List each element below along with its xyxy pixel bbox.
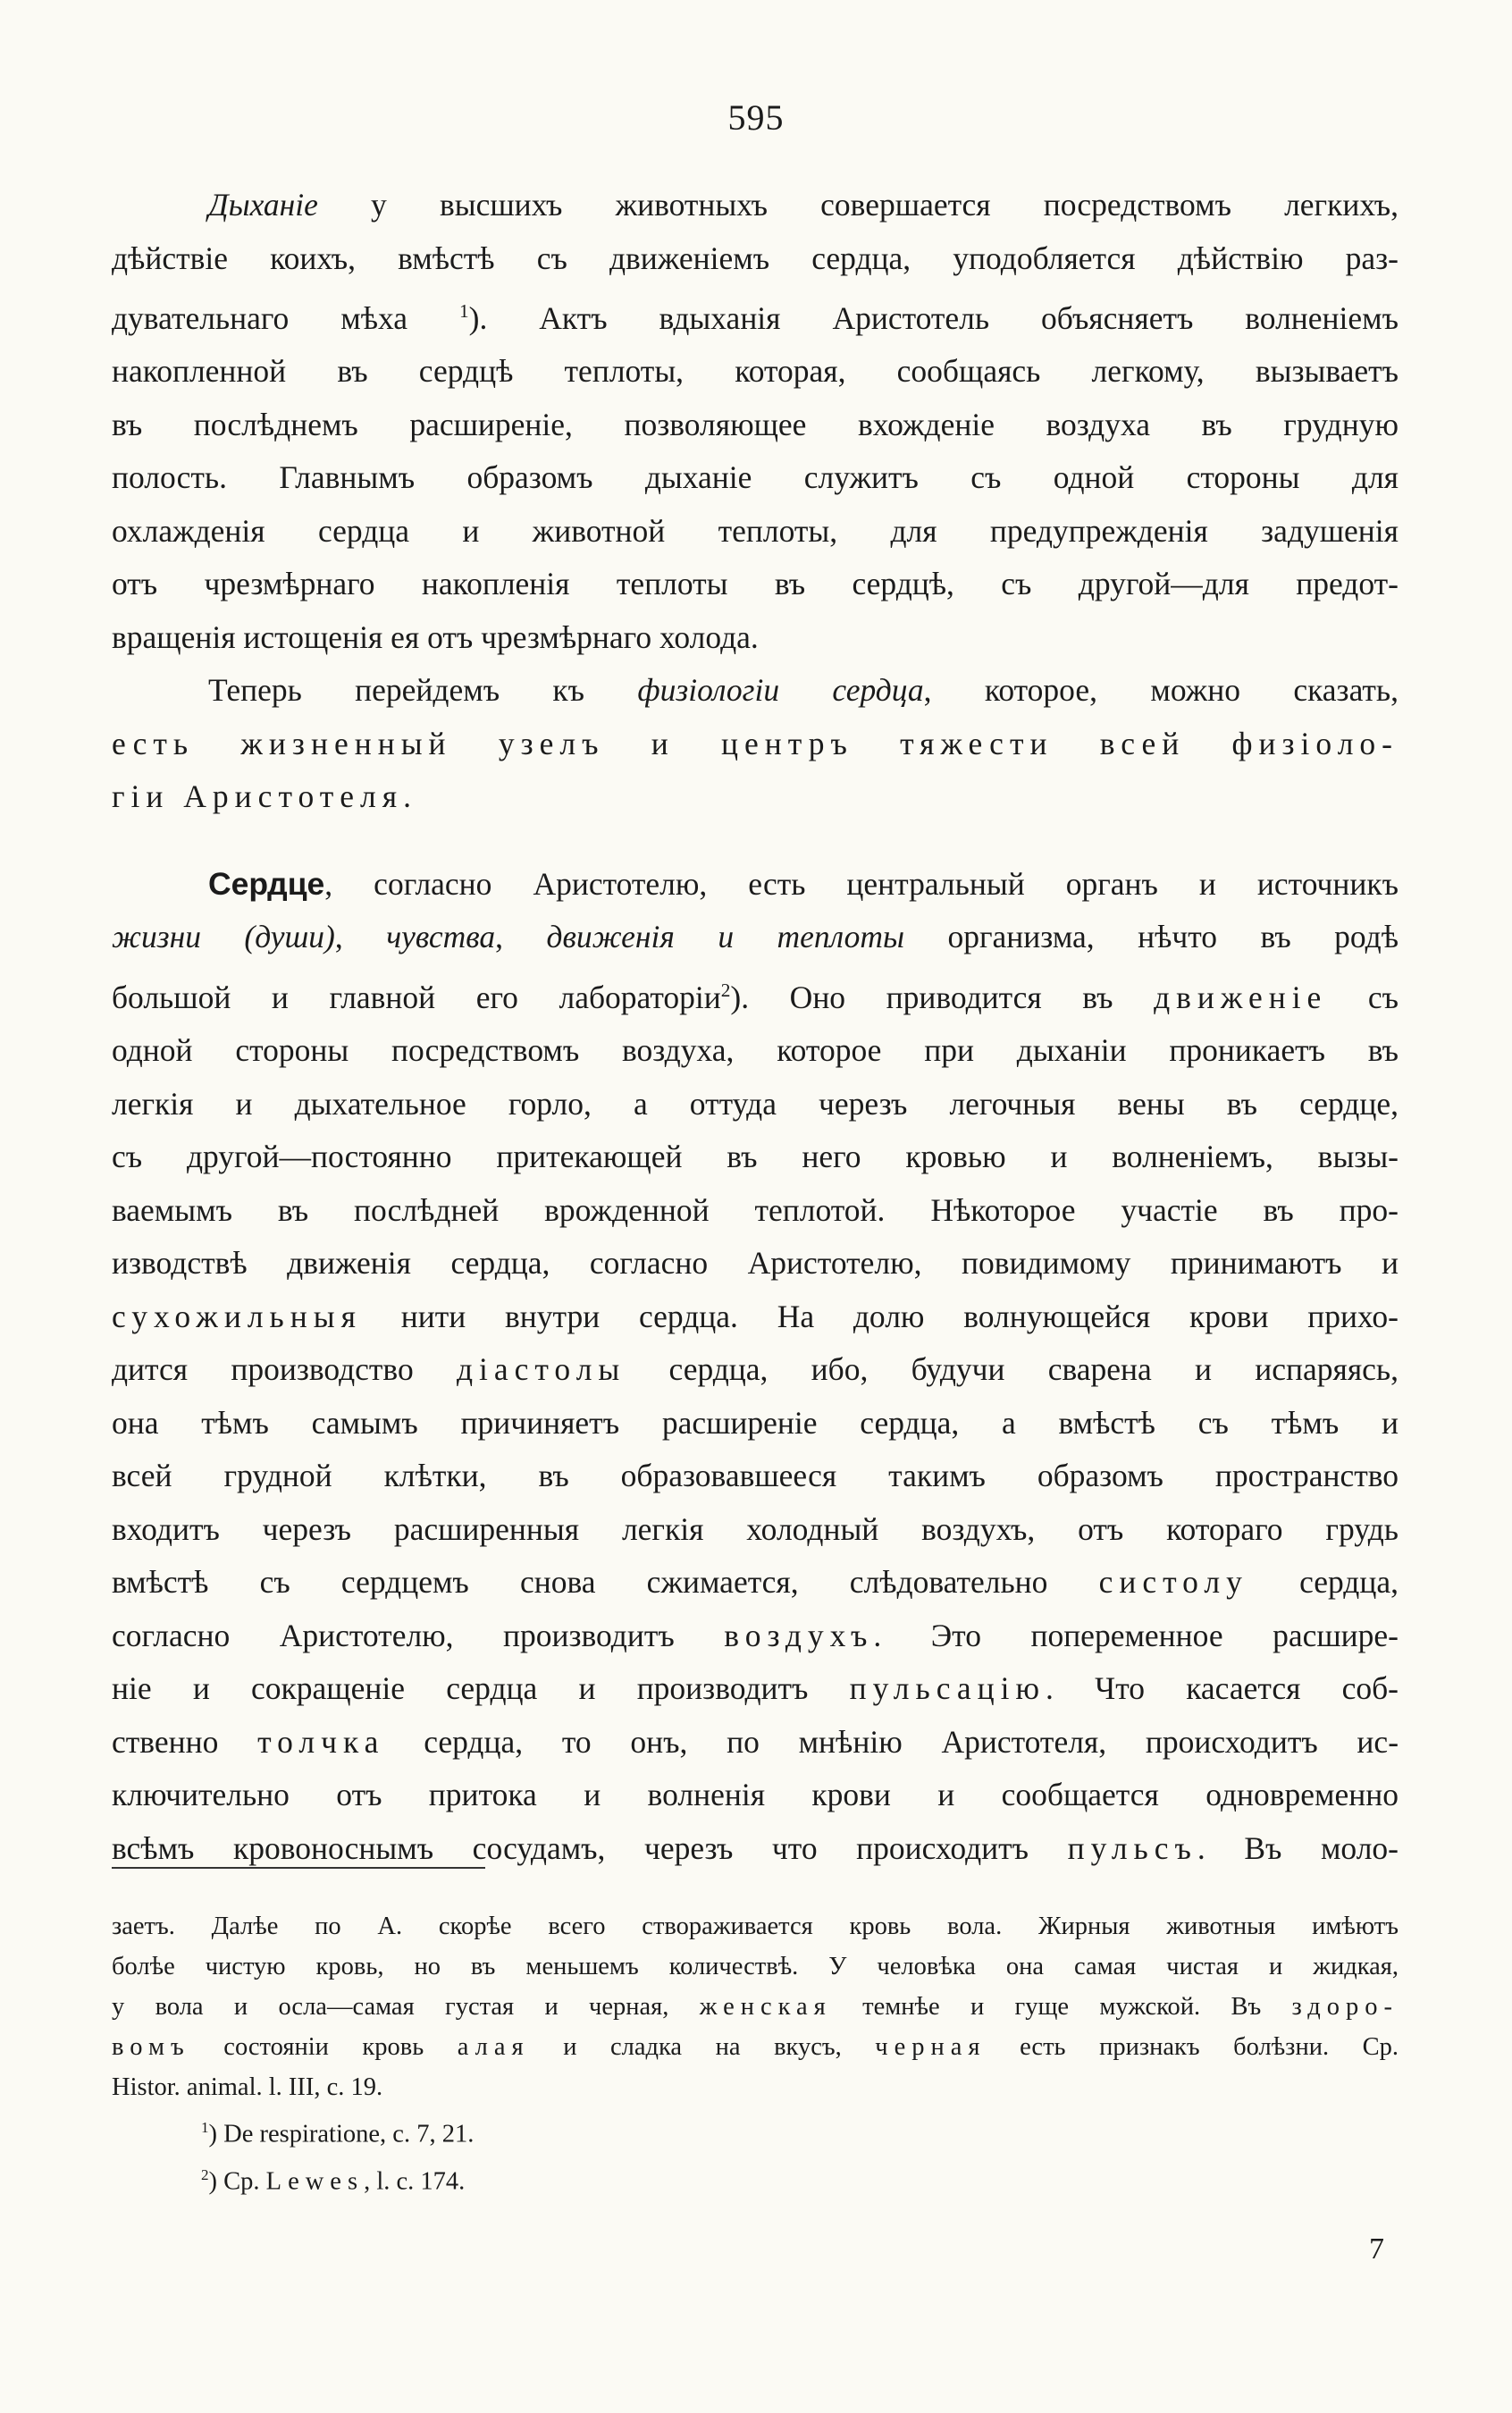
text-run: Сердце (208, 865, 325, 902)
text-run: ). Актъ вдыханія Аристотель объясняетъ волненіемъ (468, 299, 1399, 336)
footnotes (112, 1906, 1399, 2201)
text-run: движенія и теплоты (546, 919, 905, 955)
text-line (112, 179, 1399, 232)
text-line (112, 1662, 1399, 1716)
footnote-line (112, 1987, 1399, 2027)
text-run: , l. c. 174. (364, 2167, 466, 2195)
text-line (112, 1716, 1399, 1770)
text-line (112, 232, 1399, 286)
text-run: у вола и осла—самая густая и черная, (112, 1993, 700, 2021)
text-line (112, 399, 1399, 452)
text-line (112, 718, 1399, 771)
text-run: ніе и сокращеніе сердца и производитъ (112, 1670, 850, 1707)
text-run: движеніе (1154, 979, 1328, 1015)
text-line (112, 451, 1399, 505)
footnote-line (112, 2107, 1399, 2155)
text-line (112, 1291, 1399, 1344)
text-run: Дыханіе (208, 187, 318, 223)
body-text (112, 179, 1399, 1875)
text-line (112, 1450, 1399, 1503)
text-run: пульсацію (849, 1670, 1046, 1707)
text-run: изводствѣ движенія сердца, согласно Аристотелю, повидимому принимаютъ и (112, 1245, 1399, 1282)
footnote-line (112, 2027, 1399, 2067)
text-run: вомъ (112, 2033, 190, 2061)
text-line (112, 964, 1399, 1024)
text-run: женская (699, 1993, 832, 2021)
text-run: накопленной въ сердцѣ теплоты, которая, сообщаясь легкому, вызываетъ (112, 353, 1399, 390)
footnote-line (112, 1906, 1399, 1946)
text-line (112, 1343, 1399, 1397)
text-run: входитъ черезъ расширенныя легкія холодный воздухъ, отъ котораго грудь (112, 1510, 1399, 1547)
footnote-divider (112, 1867, 485, 1869)
text-run: есть жизненный узелъ и центръ тяжести всей физіоло- (112, 725, 1399, 761)
text-line (112, 1556, 1399, 1610)
text-run: нити внутри сердца. На долю волнующейся крови прихо- (361, 1298, 1399, 1334)
text-line (112, 824, 1399, 858)
text-run: большой и главной его лабораторіи (112, 979, 721, 1015)
text-run: . Что касается соб- (1046, 1670, 1399, 1707)
text-run: ственно (112, 1723, 258, 1760)
text-run: ) De respiratione, c. 7, 21. (208, 2120, 475, 2148)
text-run: вращенія истощенія ея отъ чрезмѣрнаго холода. (112, 618, 759, 655)
text-run: сердца, ибо, будучи сварена и испаряясь, (626, 1351, 1399, 1388)
text-run: она тѣмъ самымъ причиняетъ расширеніе сердца, а вмѣстѣ съ тѣмъ и (112, 1404, 1399, 1441)
text-run: сухожильныя (112, 1298, 362, 1334)
footnote-line (112, 1946, 1399, 1987)
text-run: темнѣе и гуще мужской. Въ (831, 1993, 1292, 2021)
text-run: дувательнаго мѣха (112, 299, 459, 336)
text-run: , согласно Аристотелю, есть центральный органъ и источникъ (324, 865, 1399, 902)
text-run: діастолы (456, 1351, 626, 1388)
text-run: состояніи кровь (189, 2033, 458, 2061)
text-run: полость. Главнымъ образомъ дыханіе служитъ съ одной стороны для (112, 459, 1399, 496)
footnote-marker: 1 (458, 300, 469, 322)
text-line (112, 345, 1399, 399)
footnote-marker: 1 (201, 2119, 209, 2136)
text-run: дѣйствіе коихъ, вмѣстѣ съ движеніемъ сердца, уподобляется дѣйствію раз- (112, 240, 1399, 276)
text-line (112, 505, 1399, 559)
text-run: всей грудной клѣтки, въ образовавшееся такимъ образомъ пространство (112, 1458, 1399, 1494)
text-run: ключительно отъ притока и волненія крови и сообщается одновременно (112, 1777, 1399, 1813)
text-line (112, 1131, 1399, 1184)
text-run: воздухъ (724, 1617, 874, 1653)
text-line (112, 1078, 1399, 1131)
text-run: сердца, то онъ, по мнѣнію Аристотеля, происходитъ ис- (384, 1723, 1399, 1760)
signature-mark: 7 (1369, 2232, 1384, 2266)
text-run: охлажденія сердца и животной теплоты, для предупрежденія задушенія (112, 512, 1399, 549)
text-run: сердца, (1247, 1564, 1399, 1601)
text-run: . Въ моло- (1197, 1829, 1399, 1866)
text-run: дится производство (112, 1351, 457, 1388)
text-run: ). Оно приводится въ (730, 979, 1155, 1015)
text-run: отъ чрезмѣрнаго накопленія теплоты въ сердцѣ, съ другой—для предот- (112, 566, 1399, 602)
text-run: гіи Аристотеля. (112, 778, 417, 815)
text-run: болѣе чистую кровь, но въ меньшемъ количествѣ. У человѣка она самая чистая и жидкая, (112, 1953, 1399, 1980)
text-run: согласно Аристотелю, производитъ (112, 1617, 725, 1653)
text-line (112, 1610, 1399, 1663)
page-number: 595 (727, 97, 785, 138)
text-line (112, 285, 1399, 345)
text-run: черная (875, 2033, 987, 2061)
text-line (112, 858, 1399, 912)
text-line (112, 611, 1399, 665)
footnote-marker: 2 (720, 979, 731, 1001)
text-run: организма, нѣчто въ родѣ (904, 919, 1399, 955)
text-run: заетъ. Далѣе по А. скорѣе всего створаживается кровь вола. Жирныя животныя имѣютъ (112, 1913, 1399, 1940)
text-run: съ другой—постоянно притекающей въ него кровью и волненіемъ, вызы- (112, 1139, 1399, 1175)
text-line (112, 664, 1399, 718)
text-run: , (334, 919, 387, 955)
text-run: и сладка на вкусъ, (529, 2033, 876, 2061)
footnote-line (112, 2155, 1399, 2202)
text-run: алая (457, 2033, 530, 2061)
text-line (112, 1184, 1399, 1238)
text-run: , (495, 919, 547, 955)
text-run: легкія и дыхательное горло, а оттуда черезъ легочныя вены въ сердце, (112, 1085, 1399, 1122)
text-line (112, 558, 1399, 611)
text-run: чувства (386, 919, 496, 955)
text-line (112, 1237, 1399, 1291)
text-run: есть признакъ болѣзни. Ср. (986, 2033, 1399, 2061)
text-run: съ (1327, 979, 1399, 1015)
text-run: ) Ср. (208, 2167, 266, 2195)
footnote-marker: 2 (201, 2165, 209, 2183)
text-run: Теперь перейдемъ къ (208, 672, 638, 709)
text-run: физіологіи сердца (637, 672, 924, 709)
text-run: у высшихъ животныхъ совершается посредствомъ легкихъ, (317, 187, 1399, 223)
text-run: , которое, можно сказать, (923, 672, 1399, 709)
text-run: жизни (души) (112, 919, 335, 955)
text-run: . Это попеременное расшире- (873, 1617, 1399, 1653)
text-run: толчка (257, 1723, 385, 1760)
text-line (112, 911, 1399, 964)
footnote-line (112, 2067, 1399, 2107)
text-run: одной стороны посредствомъ воздуха, которое при дыханіи проникаетъ въ (112, 1032, 1399, 1069)
text-line (112, 770, 1399, 824)
text-run: пульсъ (1067, 1829, 1197, 1866)
text-run: вмѣстѣ съ сердцемъ снова сжимается, слѣдовательно (112, 1564, 1099, 1601)
text-line (112, 1397, 1399, 1450)
text-line (112, 1024, 1399, 1078)
text-run: всѣмъ кровоноснымъ сосудамъ, черезъ что происходитъ (112, 1829, 1068, 1866)
text-run: систолу (1098, 1564, 1248, 1601)
text-run: въ послѣднемъ расширеніе, позволяющее вхожденіе воздуха въ грудную (112, 406, 1399, 442)
text-run: Lewes (265, 2167, 365, 2195)
text-run: ваемымъ въ послѣдней врожденной теплотой. Нѣкоторое участіе въ про- (112, 1191, 1399, 1228)
text-run: Histor. animal. l. III, c. 19. (112, 2073, 383, 2101)
text-line (112, 1503, 1399, 1557)
text-run: здоро- (1291, 1993, 1399, 2021)
text-line (112, 1769, 1399, 1822)
